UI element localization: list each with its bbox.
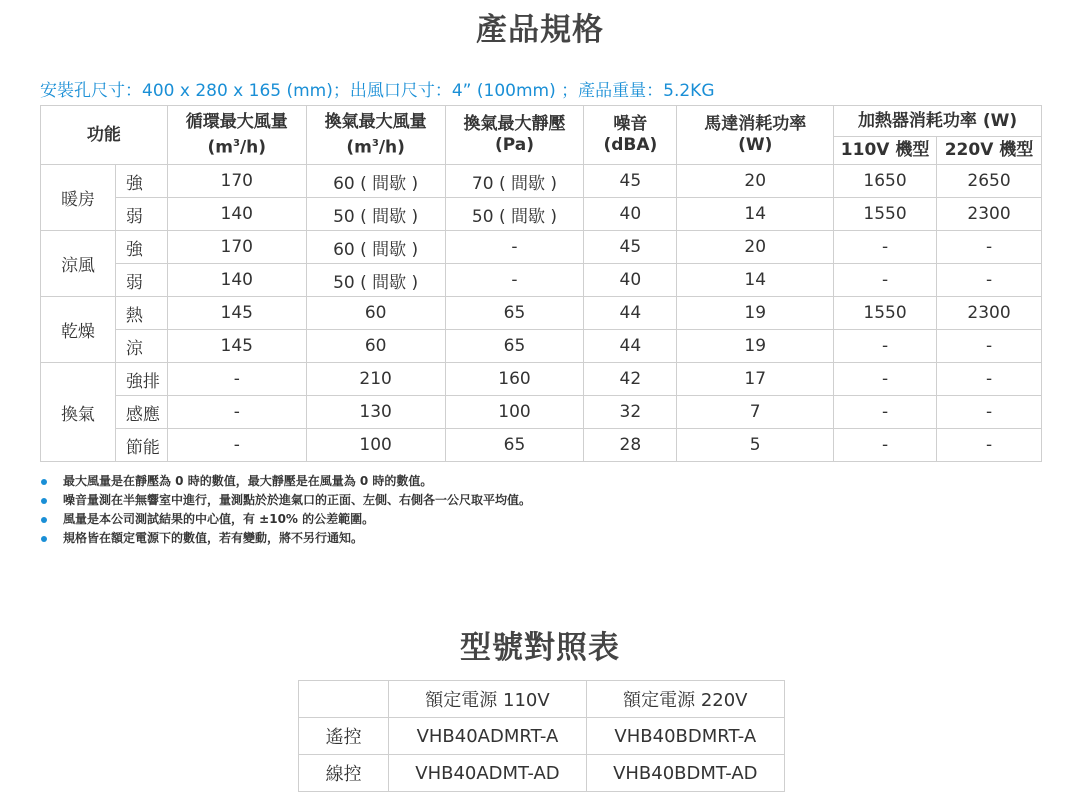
cell-motor-power: 5 [677,429,834,462]
cell-ventilation-airflow: 100 [306,429,445,462]
bullet-icon [41,498,47,504]
cell-heater-110v: 1550 [834,198,937,231]
header-function: 功能 [41,106,168,165]
level-cell: 強 [115,165,167,198]
cell-static-pressure: - [445,264,584,297]
level-cell: 節能 [115,429,167,462]
model-header-110v: 額定電源 110V [389,681,586,718]
spec-title: 產品規格 [476,12,604,48]
level-cell: 感應 [115,396,167,429]
table-row [41,396,1042,429]
note-text: 規格皆在額定電源下的數值，若有變動，將不另行通知。 [63,531,364,545]
cell-heater-110v: 1550 [834,297,937,330]
cell-static-pressure: 65 [445,330,584,363]
note-text: 風量是本公司測試結果的中心值，有 ±10% 的公差範圍。 [63,512,375,526]
note-item [40,510,531,529]
cell-static-pressure: - [445,231,584,264]
cell-motor-power: 19 [677,330,834,363]
cell-motor-power: 14 [677,198,834,231]
cell-static-pressure: 65 [445,429,584,462]
table-row [41,165,1042,198]
cell-motor-power: 20 [677,231,834,264]
cell-heater-110v: - [834,231,937,264]
mode-cell: 暖房 [41,165,116,231]
cell-heater-110v: - [834,396,937,429]
level-cell: 弱 [115,198,167,231]
spec-table [40,105,1042,462]
cell-ventilation-airflow: 50 ( 間歇 ) [306,264,445,297]
mode-cell: 換氣 [41,363,116,462]
model-cell-110v: VHB40ADMRT-A [389,718,586,755]
bullet-icon [41,479,47,485]
header-heater-power: 加熱器消耗功率 (W) [834,106,1042,137]
model-cell-220v: VHB40BDMRT-A [586,718,784,755]
cell-noise: 44 [584,330,677,363]
cell-noise: 45 [584,231,677,264]
cell-noise: 40 [584,264,677,297]
cell-circulation-airflow: - [167,363,306,396]
model-cell-110v: VHB40ADMT-AD [389,755,586,792]
cell-heater-110v: 1650 [834,165,937,198]
note-item [40,529,531,548]
cell-heater-220v: - [937,330,1042,363]
model-row-label: 線控 [299,755,389,792]
cell-circulation-airflow: 170 [167,231,306,264]
level-cell: 熱 [115,297,167,330]
cell-heater-110v: - [834,330,937,363]
cell-circulation-airflow: 140 [167,198,306,231]
cell-static-pressure: 100 [445,396,584,429]
cell-heater-220v: 2650 [937,165,1042,198]
cell-circulation-airflow: - [167,396,306,429]
model-header-220v: 額定電源 220V [586,681,784,718]
table-row [41,363,1042,396]
header-heater-220v: 220V 機型 [937,137,1042,165]
cell-static-pressure: 70 ( 間歇 ) [445,165,584,198]
cell-heater-220v: - [937,231,1042,264]
note-item [40,491,531,510]
cell-ventilation-airflow: 60 [306,297,445,330]
level-cell: 涼 [115,330,167,363]
note-item [40,472,531,491]
cell-ventilation-airflow: 60 [306,330,445,363]
cell-heater-220v: - [937,396,1042,429]
model-row-label: 遙控 [299,718,389,755]
cell-motor-power: 14 [677,264,834,297]
cell-motor-power: 19 [677,297,834,330]
cell-ventilation-airflow: 210 [306,363,445,396]
cell-ventilation-airflow: 60 ( 間歇 ) [306,165,445,198]
cell-noise: 32 [584,396,677,429]
table-row [41,297,1042,330]
cell-circulation-airflow: - [167,429,306,462]
table-row [41,429,1042,462]
model-cell-220v: VHB40BDMT-AD [586,755,784,792]
table-row [41,264,1042,297]
header-heater-110v: 110V 機型 [834,137,937,165]
cell-heater-220v: - [937,363,1042,396]
cell-noise: 45 [584,165,677,198]
cell-circulation-airflow: 145 [167,330,306,363]
cell-static-pressure: 50 ( 間歇 ) [445,198,584,231]
model-title: 型號對照表 [460,630,620,666]
model-table [298,680,785,792]
cell-heater-220v: 2300 [937,198,1042,231]
cell-motor-power: 7 [677,396,834,429]
cell-static-pressure: 65 [445,297,584,330]
cell-heater-110v: - [834,429,937,462]
table-row [41,198,1042,231]
mode-cell: 涼風 [41,231,116,297]
cell-motor-power: 20 [677,165,834,198]
cell-noise: 44 [584,297,677,330]
header-noise: 噪音 (dBA) [584,106,677,165]
mode-cell: 乾燥 [41,297,116,363]
cell-circulation-airflow: 145 [167,297,306,330]
note-text: 最大風量是在靜壓為 0 時的數值，最大靜壓是在風量為 0 時的數值。 [63,474,433,488]
spec-table-body [41,165,1042,462]
level-cell: 強 [115,231,167,264]
cell-ventilation-airflow: 130 [306,396,445,429]
cell-circulation-airflow: 170 [167,165,306,198]
cell-heater-220v: - [937,429,1042,462]
cell-heater-110v: - [834,264,937,297]
header-motor-power: 馬達消耗功率 (W) [677,106,834,165]
cell-ventilation-airflow: 60 ( 間歇 ) [306,231,445,264]
level-cell: 強排 [115,363,167,396]
cell-noise: 42 [584,363,677,396]
cell-motor-power: 17 [677,363,834,396]
bullet-icon [41,536,47,542]
cell-noise: 28 [584,429,677,462]
cell-circulation-airflow: 140 [167,264,306,297]
spec-subtitle: 安裝孔尺寸：400 x 280 x 165 (mm)；出風口尺寸：4” (100mm) ；產品重量：5.2KG [40,81,715,101]
table-row [41,231,1042,264]
cell-static-pressure: 160 [445,363,584,396]
header-static-pressure: 換氣最大靜壓 (Pa) [445,106,584,165]
note-text: 噪音量測在半無響室中進行，量測點於於進氣口的正面、左側、右側各一公尺取平均值。 [63,493,532,507]
header-circulation-airflow: 循環最大風量 $(m^3/h)$ [167,106,306,165]
bullet-icon [41,517,47,523]
cell-ventilation-airflow: 50 ( 間歇 ) [306,198,445,231]
cell-heater-220v: - [937,264,1042,297]
table-row [41,330,1042,363]
header-ventilation-airflow: 換氣最大風量 $(m^3/h)$ [306,106,445,165]
cell-heater-110v: - [834,363,937,396]
cell-noise: 40 [584,198,677,231]
model-corner-cell [299,681,389,718]
level-cell: 弱 [115,264,167,297]
cell-heater-220v: 2300 [937,297,1042,330]
notes-list [40,472,531,548]
